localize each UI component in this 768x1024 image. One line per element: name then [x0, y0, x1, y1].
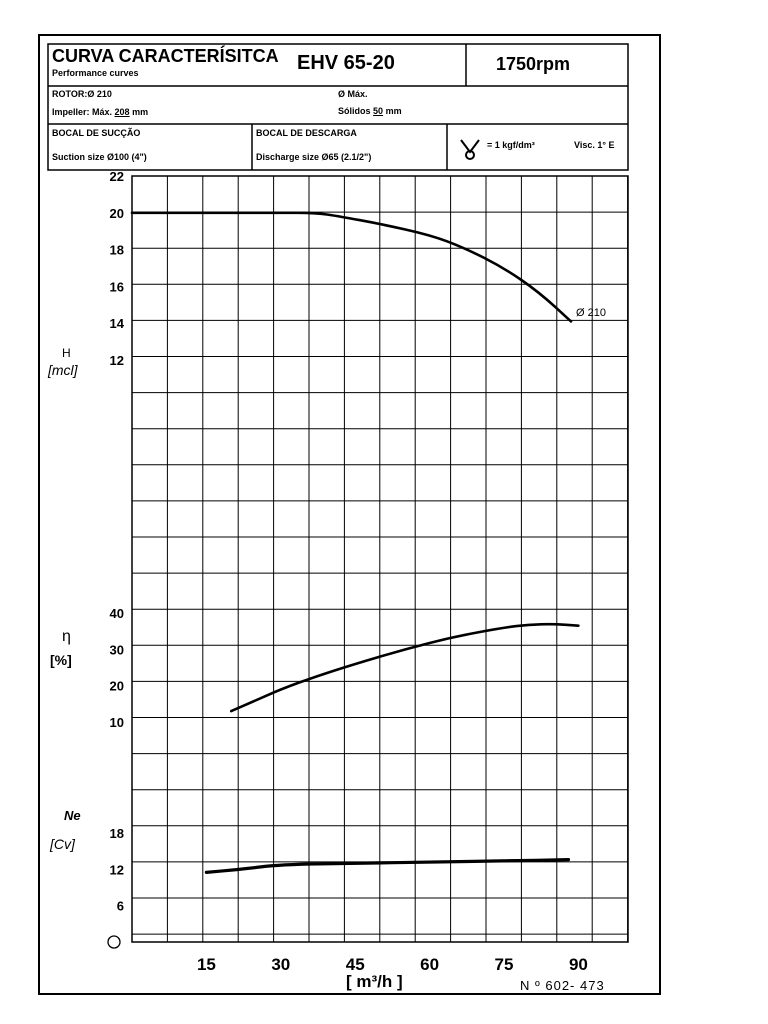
x-tick-label: 15: [196, 955, 216, 974]
x-tick-label: 30: [271, 955, 291, 974]
chart-subtitle: Performance curves: [52, 68, 139, 78]
y-tick-label: 6: [116, 898, 124, 914]
chart-title: CURVA CARACTERÍSITCA: [52, 46, 279, 66]
x-tick-label: 75: [494, 955, 514, 974]
x-tick-label: 60: [420, 955, 440, 974]
impeller-prefix: Impeller: Máx.: [52, 107, 113, 117]
rotor-label: ROTOR:Ø 210: [52, 89, 112, 99]
head-unit: [mcl]: [48, 362, 78, 378]
solids-line: [338, 106, 402, 116]
efficiency-unit-text: %: [54, 652, 68, 668]
y-tick-label-zero: [108, 936, 120, 948]
y-tick-label: 10: [109, 715, 124, 730]
impeller-line: [52, 107, 148, 117]
y-tick-label: 18: [109, 242, 124, 258]
y-tick-label: 22: [109, 169, 124, 184]
impeller-value: 208: [114, 107, 130, 117]
head-curve: [132, 213, 571, 322]
pump-rpm: 1750rpm: [496, 54, 571, 74]
x-axis-label: [ m³/h ]: [346, 972, 403, 991]
y-tick-label: 12: [109, 862, 124, 878]
drawing-number: N º 602- 473: [520, 978, 605, 993]
solids-unit: mm: [385, 106, 402, 116]
impeller-unit: mm: [132, 107, 149, 117]
y-tick-label: 18: [109, 826, 124, 841]
efficiency-curve: [231, 624, 578, 711]
axis-ticks: [108, 169, 588, 974]
chart-grid: [132, 176, 628, 942]
density-label: = 1 kgf/dm³: [487, 140, 535, 150]
chart-curves: [132, 213, 578, 873]
solids-value: 50: [373, 106, 384, 116]
x-tick-label: 90: [568, 955, 588, 974]
y-tick-label: 40: [109, 606, 124, 621]
y-tick-label: 20: [109, 678, 124, 694]
head-symbol: H: [62, 346, 71, 360]
y-tick-label: 20: [109, 205, 124, 221]
y-tick-label: 30: [109, 642, 124, 658]
solids-prefix: Sólidos: [338, 106, 371, 116]
power-unit-text: Cv: [53, 836, 72, 852]
suction-size: Suction size Ø100 (4"): [52, 152, 147, 162]
head-unit-text: mcl: [51, 362, 74, 378]
viscosity-label: Visc. 1° E: [574, 140, 615, 150]
y-tick-label: 14: [109, 316, 124, 332]
discharge-size: Discharge size Ø65 (2.1/2"): [256, 152, 372, 162]
density-symbol-icon: [461, 140, 479, 159]
power-unit: [Cv]: [50, 836, 75, 852]
discharge-title: BOCAL DE DESCARGA: [256, 128, 357, 138]
pump-model: EHV 65-20: [297, 52, 395, 74]
curve-label: Ø 210: [576, 307, 606, 319]
efficiency-unit: [%]: [50, 652, 72, 668]
suction-title: BOCAL DE SUCÇÃO: [52, 128, 141, 138]
y-tick-label: 12: [109, 353, 124, 368]
power-symbol: Ne: [64, 808, 81, 823]
x-tick-label: 45: [345, 955, 365, 974]
efficiency-symbol: η: [62, 628, 71, 645]
max-label: Ø Máx.: [338, 89, 368, 99]
y-tick-label: 16: [109, 279, 124, 295]
